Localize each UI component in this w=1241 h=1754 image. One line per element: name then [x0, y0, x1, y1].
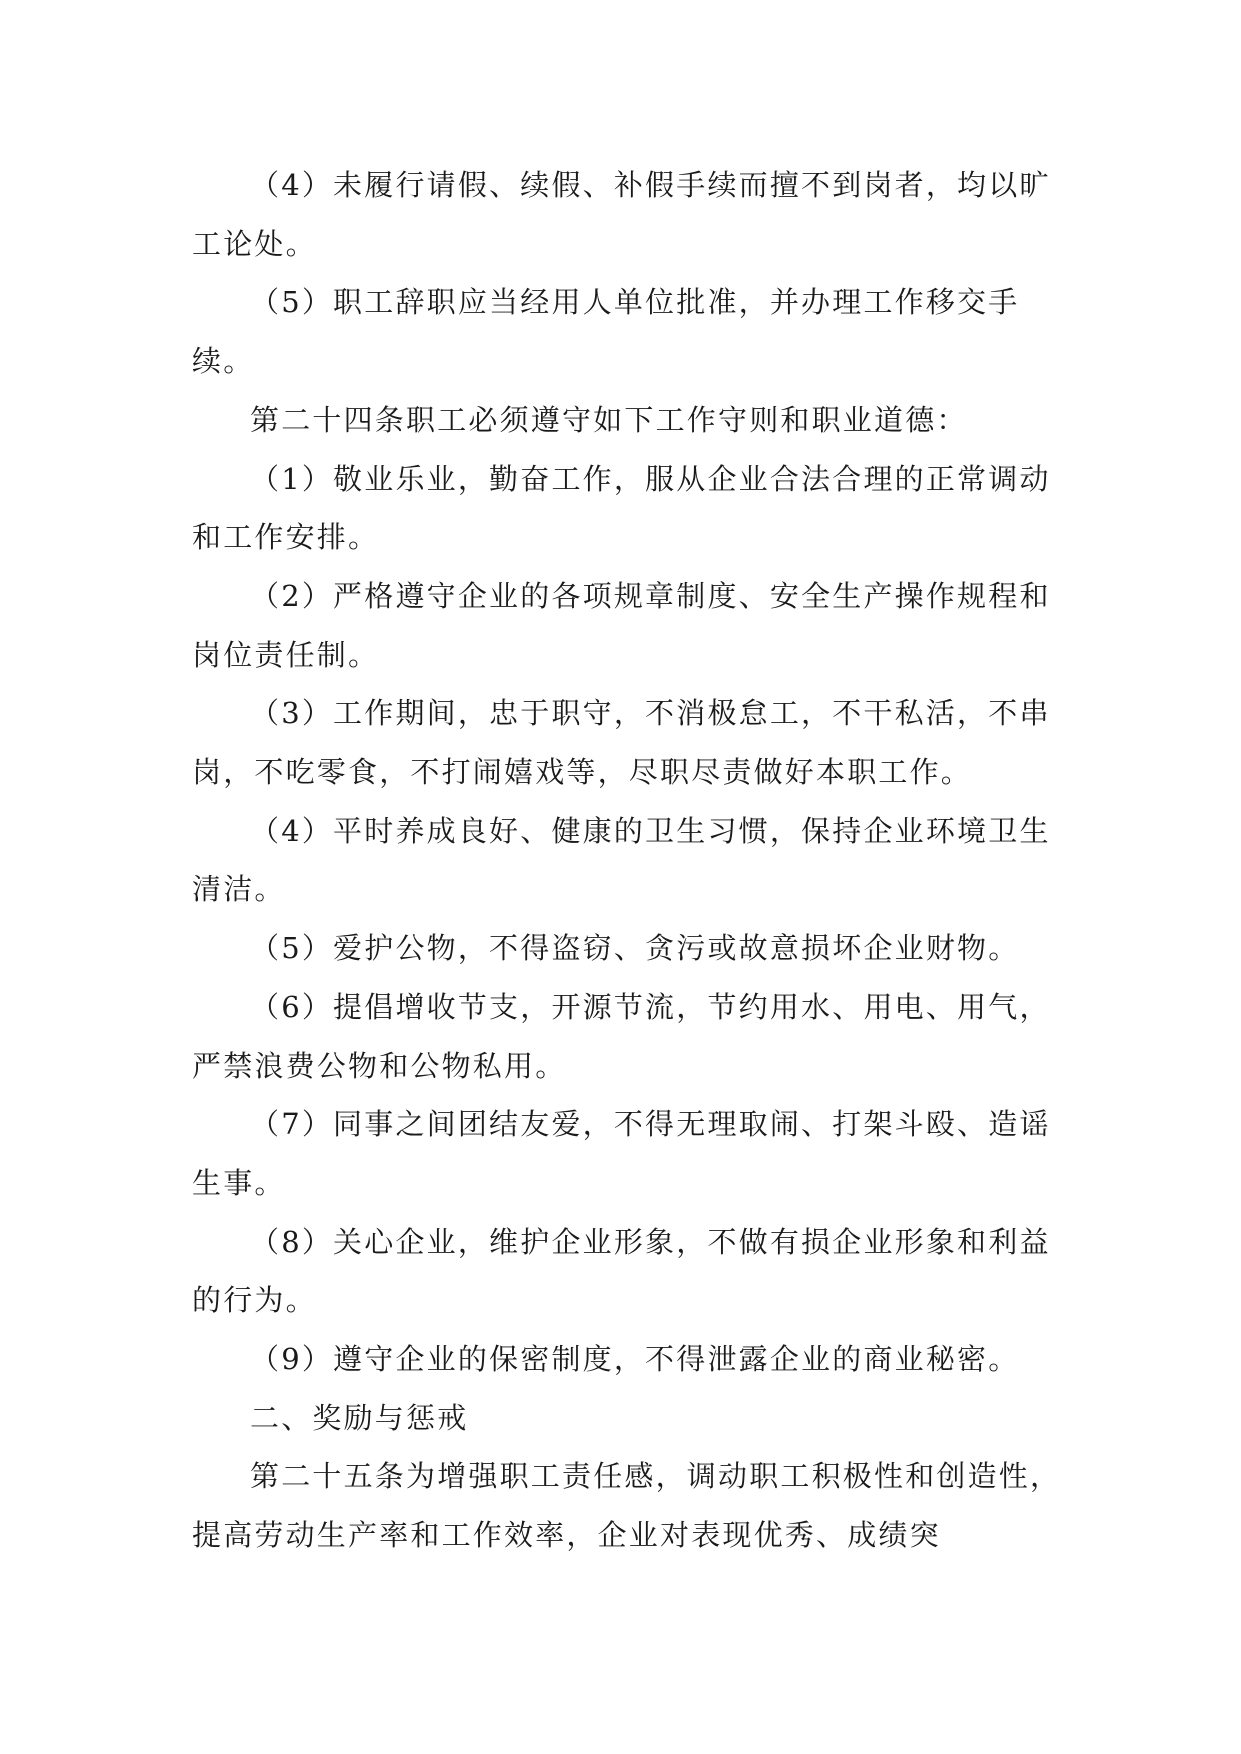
paragraph-rule-7: （7）同事之间团结友爱，不得无理取闹、打架斗殴、造谣生事。 — [192, 1107, 1051, 1200]
paragraph-resignation-rule: （5）职工辞职应当经用人单位批准，并办理工作移交手续。 — [192, 285, 1020, 379]
paragraph-rule-9: （9）遵守企业的保密制度，不得泄露企业的商业秘密。 — [250, 1342, 1020, 1377]
paragraph-absence-rule: （4）未履行请假、续假、补假手续而擅不到岗者，均以旷工论处。 — [192, 168, 1051, 261]
paragraph-article-25: 第二十五条为增强职工责任感，调动职工积极性和创造性，提高劳动生产率和工作效率，企业对表现优秀、成绩突 — [192, 1459, 1062, 1553]
paragraph-rule-3: （3）工作期间，忠于职守，不消极怠工，不干私活，不串岗，不吃零食，不打闹嬉戏等，尽职尽责做好本职工作。 — [192, 696, 1051, 790]
paragraph-rule-8: （8）关心企业，维护企业形象，不做有损企业形象和利益的行为。 — [192, 1224, 1051, 1318]
paragraph-article-24: 第二十四条职工必须遵守如下工作守则和职业道德： — [250, 402, 968, 437]
paragraph-rule-1: （1）敬业乐业，勤奋工作，服从企业合法合理的正常调动和工作安排。 — [192, 461, 1051, 555]
document-body — [192, 156, 1062, 1565]
paragraph-rule-6: （6）提倡增收节支，开源节流，节约用水、用电、用气，严禁浪费公物和公物私用。 — [192, 989, 1051, 1083]
paragraph-rule-5: （5）爱护公物，不得盗窃、贪污或故意损坏企业财物。 — [250, 931, 1020, 966]
paragraph-rule-4: （4）平时养成良好、健康的卫生习惯，保持企业环境卫生清洁。 — [192, 813, 1051, 907]
paragraph-rule-2: （2）严格遵守企业的各项规章制度、安全生产操作规程和岗位责任制。 — [192, 578, 1051, 672]
section-heading-rewards: 二、奖励与惩戒 — [250, 1400, 469, 1435]
